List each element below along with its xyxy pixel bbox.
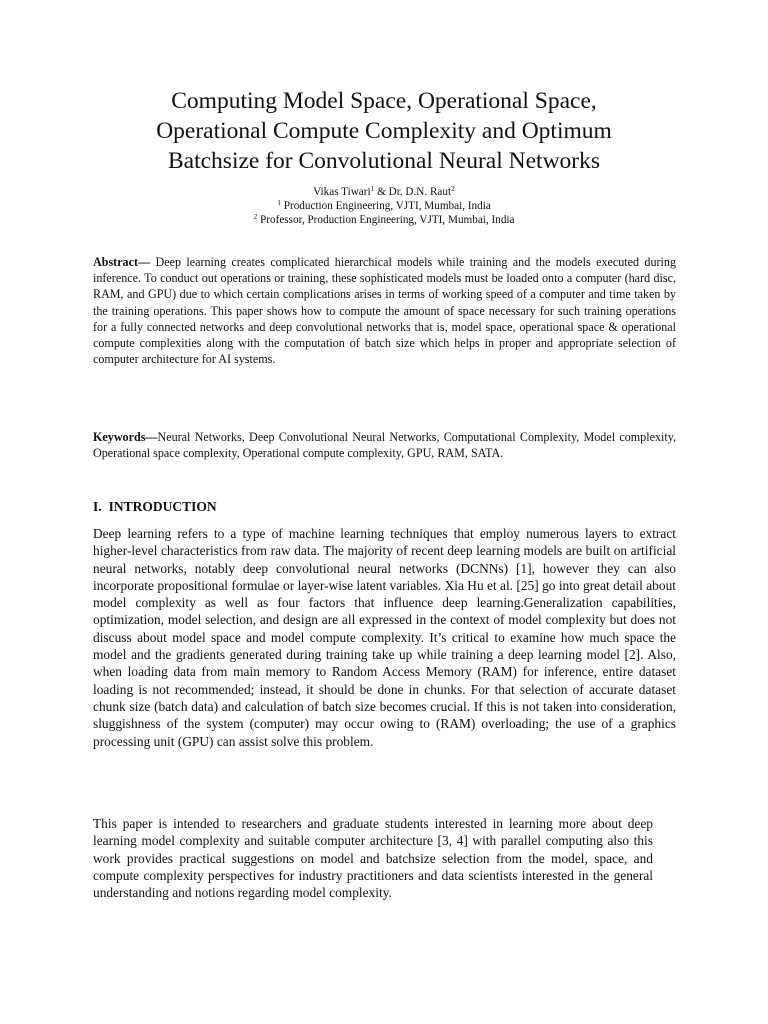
title-line: Operational Compute Complexity and Optimum: [156, 118, 612, 144]
title-line: Batchsize for Convolutional Neural Networks: [167, 148, 601, 174]
author-separator: &: [374, 186, 389, 198]
author-line: [150, 185, 618, 199]
abstract: [93, 254, 676, 367]
author-name: Vikas Tiwari: [313, 186, 371, 198]
author-name: Dr. D.N. Raut: [388, 186, 452, 198]
affiliation-mark: 2: [253, 212, 258, 221]
affiliation-mark: 1: [277, 198, 281, 207]
intro-paragraph-2: This paper is intended to researchers and graduate students interested in learning more about deep learning model complexity and suitable computer architecture [3, 4] with parallel computing also this work provides practical suggestions on model and batchsize selection from the model, space, and compute complexity perspectives for industry practitioners and data scientists interested in the general understanding and notions regarding model complexity.: [93, 816, 653, 901]
section-title: INTRODUCTION: [108, 499, 217, 514]
intro-paragraph-1: Deep learning refers to a type of machine learning techniques that employ numerous layers to extract higher-level characteristics from raw data. The majority of recent deep learning models are built on artificial neural networks, notably deep convolutional neural networks (DCNNs) [1], however they can also incorporate propositional formulae or layer-wise latent variables. Xia Hu et al. [25] go into great detail about model complexity as well as four factors that influence deep learning.Generalization capabilities, optimization, model selection, and design are all expressed in the context of model complexity but does not discuss about model space and model compute complexity. It’s critical to examine how much space the model and the gradients generated during training take up while training a deep learning model [2]. Also, when loading data from main memory to Random Access Memory (RAM) for inference, entire dataset loading is not recommended; instead, it should be done in chunks. For that selection of accurate dataset chunk size (batch data) and calculation of batch size becomes crucial. If this is not taken into consideration, sluggishness of the system (computer) may occur owing to (RAM) overloading; the use of a graphics processing unit (GPU) can assist solve this problem.: [93, 526, 676, 749]
author-affiliation-mark: 1: [370, 184, 375, 193]
section-heading-introduction: [93, 498, 217, 516]
affiliation-text: Professor, Production Engineering, VJTI, Mumbai, India: [257, 214, 515, 226]
keywords: [93, 429, 676, 461]
paper-title: [90, 86, 678, 176]
title-line: Computing Model Space, Operational Space,: [171, 88, 597, 114]
abstract-text: Deep learning creates complicated hierarchical models while training and the models executed during inference. To conduct out operations or training, these sophisticated models must be loaded onto a computer (hard disc, RAM, and GPU) due to which certain complications arises in terms of working speed of a computer and time taken by the training operations. This paper shows how to compute the amount of space necessary for such training operations for a fully connected networks and deep convolutional networks that is, model space, operational space & operational compute complexities along with the computation of batch size which helps in proper and appropriate selection of computer architecture for AI systems.: [93, 255, 676, 367]
authors-block: [150, 185, 618, 227]
keywords-label: Keywords—: [93, 430, 158, 444]
affiliation-text: Production Engineering, VJTI, Mumbai, India: [280, 200, 491, 212]
affiliation-line: [150, 213, 618, 227]
affiliation-line: [150, 199, 618, 213]
abstract-label: Abstract—: [93, 255, 151, 269]
keywords-text: Neural Networks, Deep Convolutional Neural Networks, Computational Complexity, Model complexity, Operational space complexity, Operational compute complexity, GPU, RAM, SATA.: [93, 430, 676, 461]
author-affiliation-mark: 2: [451, 184, 455, 193]
section-number: I.: [93, 499, 102, 514]
